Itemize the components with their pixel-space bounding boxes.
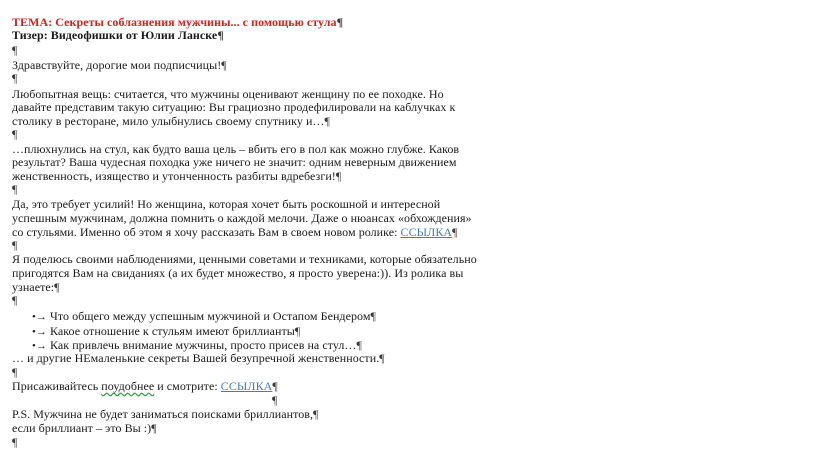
teaser-line: Тизер: Видеофишки от Юлии Ланске¶ <box>12 28 224 42</box>
para3-line: со стульями. Именно об этом я хочу рассказать Вам в своем новом ролике: ССЫЛКА¶ <box>12 225 458 239</box>
para4-line: узнаете:¶ <box>12 280 60 294</box>
video-link[interactable]: ССЫЛКА <box>220 379 273 393</box>
para4-line: Я поделюсь своими наблюдениями, ценными советами и техниками, которые обязательно <box>12 252 477 266</box>
empty-paragraph-mark: ¶ <box>12 71 18 85</box>
para1-line: Любопытная вещь: считается, что мужчины оценивают женщину по ее походке. Но <box>12 87 444 101</box>
para1-line: давайте представим такую ситуацию: Вы грациозно продефилировали на каблучках к <box>12 100 456 114</box>
others-line: … и другие НЕмаленькие секреты Вашей безупречной женственности.¶ <box>12 351 385 365</box>
spellcheck-word: поудобнее <box>101 379 155 393</box>
empty-paragraph-mark: ¶ <box>12 238 18 252</box>
empty-paragraph-mark: ¶ <box>12 43 18 57</box>
para4-line: пригодятся Вам на свиданиях (а их будет множество, я просто уверена:)). Из ролика вы <box>12 266 464 280</box>
ps-line: если бриллиант – это Вы :)¶ <box>12 421 157 435</box>
bullet-arrow-icon: •→ <box>32 340 47 352</box>
para1-line: столику в ресторане, мило улыбнулись своему спутнику и…¶ <box>12 114 330 128</box>
empty-paragraph-mark: ¶ <box>12 182 18 196</box>
para3-line: успешным мужчинам, должна помнить о каждой мелочи. Даже о нюансах «обхождения» <box>12 211 472 225</box>
empty-paragraph-mark: ¶ <box>12 365 18 379</box>
empty-paragraph-mark: ¶ <box>12 293 18 307</box>
video-link[interactable]: ССЫЛКА <box>400 225 453 239</box>
cta-line: Присаживайтесь поудобнее и смотрите: ССЫЛКА¶ <box>12 379 278 393</box>
ps-line: P.S. Мужчина не будет заниматься поисками бриллиантов,¶ <box>12 407 319 421</box>
greeting: Здравствуйте, дорогие мои подписчицы!¶ <box>12 58 227 72</box>
para2-line: женственность, изящество и утонченность разбиты вдребезги!¶ <box>12 169 342 183</box>
document-title: ТЕМА: Секреты соблазнения мужчины... с помощью стула¶ <box>12 15 344 29</box>
list-item: •→ Какое отношение к стульям имеют бриллианты¶ <box>32 324 301 338</box>
bullet-arrow-icon: •→ <box>32 326 47 338</box>
list-item: •→ Что общего между успешным мужчиной и Остапом Бендером¶ <box>32 309 376 323</box>
para3-line: Да, это требует усилий! Но женщина, которая хочет быть роскошной и интересной <box>12 197 441 211</box>
para2-line: …плюхнулись на стул, как будто ваша цель – вбить его в пол как можно глубже. Каков <box>12 142 460 156</box>
empty-paragraph-mark: ¶ <box>12 435 18 449</box>
empty-paragraph-mark: ¶ <box>272 393 278 407</box>
bullet-arrow-icon: •→ <box>32 311 47 323</box>
list-item: •→ Как привлечь внимание мужчины, просто присев на стул…¶ <box>32 338 362 352</box>
para2-line: результат? Ваша чудесная походка уже ничего не значит: одним неверным движением <box>12 155 457 169</box>
empty-paragraph-mark: ¶ <box>12 127 18 141</box>
